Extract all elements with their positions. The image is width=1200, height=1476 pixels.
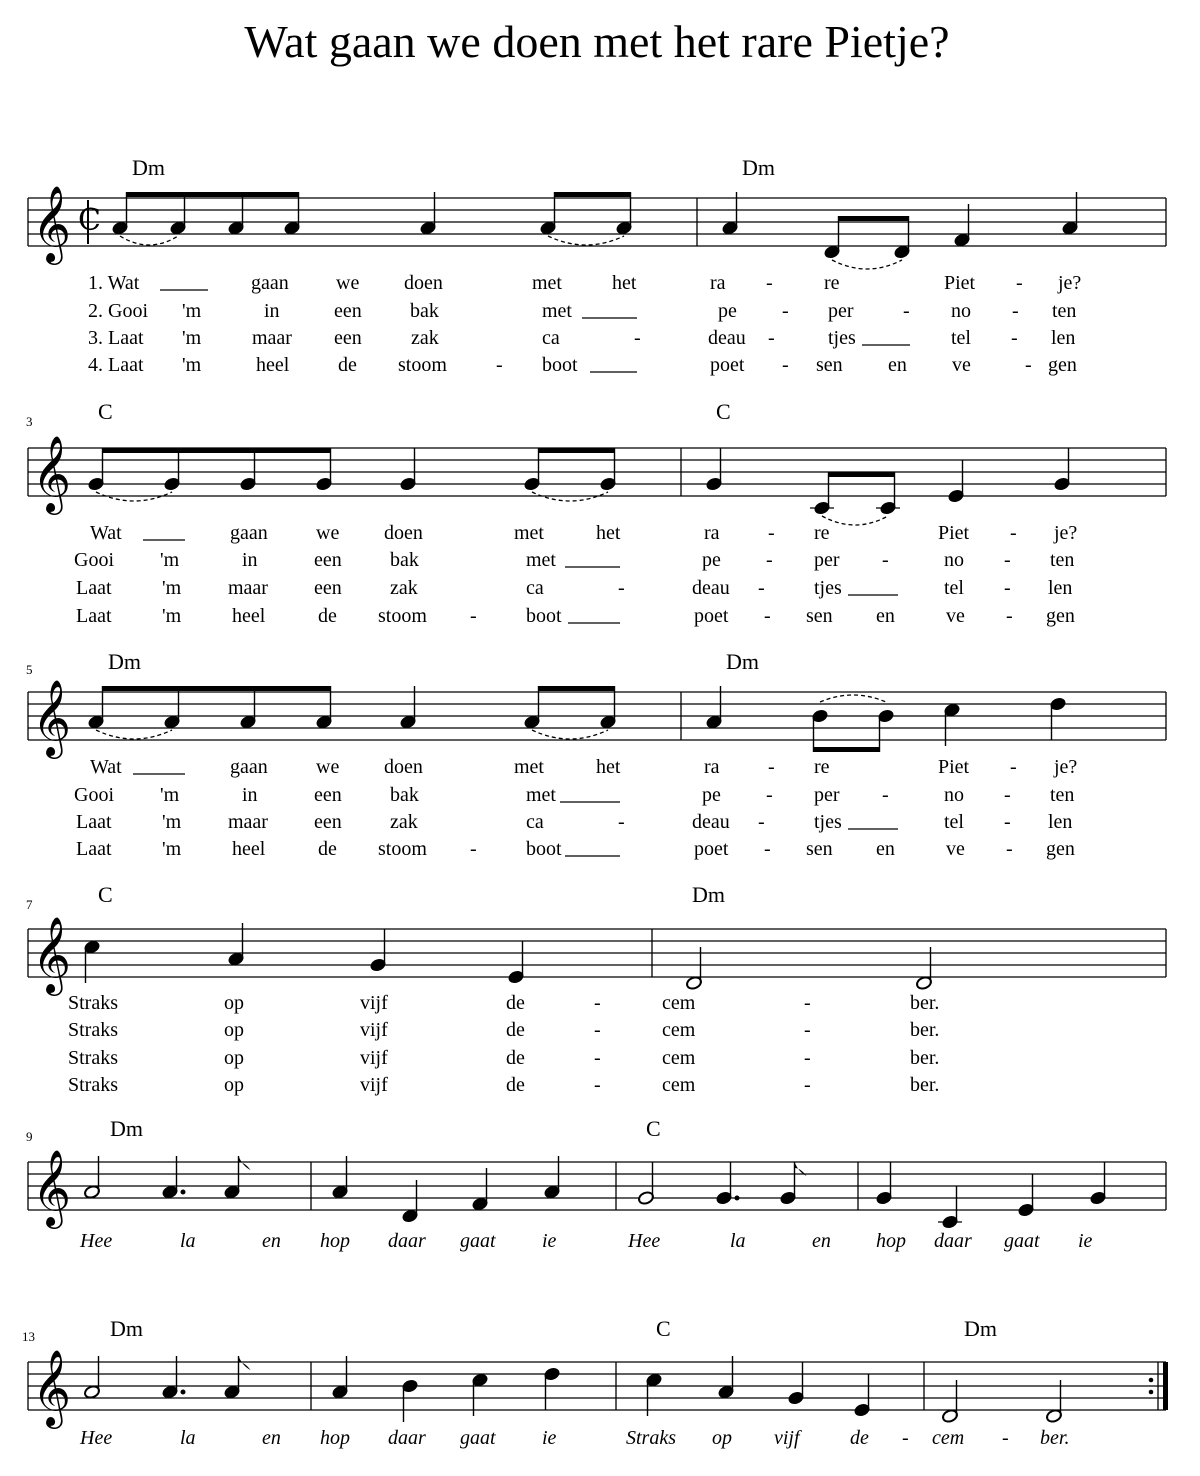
lyric-syllable: we <box>316 522 340 544</box>
lyric-syllable: met <box>526 549 556 571</box>
slur <box>820 695 886 702</box>
lyric-syllable: tel <box>944 811 964 833</box>
lyric-syllable: poet <box>710 354 745 376</box>
lyric-syllable: Hee <box>628 1230 661 1252</box>
lyric-syllable: op <box>224 1074 244 1096</box>
lyric-syllable: gaat <box>460 1427 496 1449</box>
lyric-syllable: - <box>1010 522 1017 544</box>
dot <box>181 1190 186 1195</box>
chord-symbol: C <box>716 399 731 424</box>
lyric-syllable: de <box>506 1074 525 1096</box>
measure-number: 9 <box>26 1129 33 1144</box>
lyric-syllable: - <box>764 605 771 627</box>
flag <box>239 1156 251 1170</box>
beam <box>539 448 615 453</box>
lyric-syllable: daar <box>388 1230 426 1252</box>
lyric-syllable: we <box>336 272 360 294</box>
lyric-syllable: en <box>888 354 907 376</box>
lyric-syllable: op <box>712 1427 732 1449</box>
lyric-syllable: in <box>242 784 258 806</box>
lyric-syllable: heel <box>256 354 290 376</box>
lyric-syllable: maar <box>228 811 268 833</box>
lyric-syllable: - <box>764 838 771 860</box>
lyric-syllable: - <box>766 784 773 806</box>
lyric-syllable: pe <box>718 300 737 322</box>
lyric-syllable: 4. Laat <box>88 354 144 376</box>
slur <box>832 260 902 269</box>
dot <box>735 1196 740 1201</box>
lyric-syllable: - <box>470 838 477 860</box>
lyric-syllable: Straks <box>68 1074 118 1096</box>
lyric-syllable: no <box>944 784 964 806</box>
lyric-syllable: op <box>224 1047 244 1069</box>
lyric-syllable: ve <box>952 354 971 376</box>
lyric-syllable: - <box>768 327 775 349</box>
lyric-syllable: ber. <box>910 992 940 1014</box>
lyric-syllable: - <box>882 784 889 806</box>
lyric-syllable: de <box>506 992 525 1014</box>
lyric-syllable: daar <box>934 1230 972 1252</box>
lyric-syllable: de <box>318 838 337 860</box>
lyric-syllable: met <box>542 300 572 322</box>
lyric-syllable: ie <box>542 1230 557 1252</box>
lyric-syllable: ve <box>946 838 965 860</box>
lyric-syllable: in <box>242 549 258 571</box>
lyric-syllable: 'm <box>182 300 202 322</box>
lyric-syllable: met <box>532 272 562 294</box>
lyric-syllable: gen <box>1046 838 1075 860</box>
lyric-syllable: hop <box>320 1230 350 1252</box>
lyric-syllable: - <box>903 300 910 322</box>
lyric-syllable: zak <box>411 327 439 349</box>
chord-symbol: Dm <box>132 155 165 180</box>
lyric-syllable: een <box>334 327 362 349</box>
lyric-syllable: 2. Gooi <box>88 300 148 322</box>
lyric-syllable: ber. <box>910 1019 940 1041</box>
lyric-syllable: 'm <box>182 327 202 349</box>
treble-clef-icon: 𝄞 <box>32 1149 72 1226</box>
lyric-syllable: Piet <box>938 756 970 778</box>
lyric-syllable: - <box>594 1047 601 1069</box>
lyric-syllable: re <box>814 522 830 544</box>
lyric-syllable: - <box>766 272 773 294</box>
beam <box>814 747 880 752</box>
lyric-syllable: ber. <box>910 1047 940 1069</box>
lyric-syllable: poet <box>694 838 729 860</box>
lyric-syllable: hop <box>320 1427 350 1449</box>
lyric-syllable: len <box>1048 577 1073 599</box>
lyric-syllable: - <box>804 1047 811 1069</box>
lyric-syllable: en <box>812 1230 831 1252</box>
lyric-syllable: gaat <box>1004 1230 1040 1252</box>
lyric-syllable: pe <box>702 549 721 571</box>
lyric-syllable: met <box>514 522 544 544</box>
lyric-syllable: 'm <box>162 577 182 599</box>
treble-clef-icon: 𝄞 <box>32 679 72 756</box>
lyric-syllable: Hee <box>80 1230 113 1252</box>
lyric-syllable: Piet <box>944 272 976 294</box>
lyric-syllable: een <box>314 549 342 571</box>
lyric-syllable: la <box>180 1427 196 1449</box>
lyric-syllable: Straks <box>626 1427 676 1449</box>
lyric-syllable: no <box>951 300 971 322</box>
lyric-syllable: poet <box>694 605 729 627</box>
measure-number: 5 <box>26 662 33 677</box>
lyric-syllable: - <box>1004 811 1011 833</box>
lyric-syllable: Wat <box>90 756 122 778</box>
lyric-syllable: 'm <box>162 605 182 627</box>
lyric-syllable: Straks <box>68 1019 118 1041</box>
beam <box>539 686 615 691</box>
lyric-syllable: je? <box>1058 272 1082 294</box>
staff-system-4 <box>28 923 1166 991</box>
treble-clef-icon: 𝄞 <box>32 1349 72 1426</box>
lyric-syllable: vijf <box>360 992 388 1014</box>
lyric-syllable: tjes <box>828 327 856 349</box>
lyric-syllable: - <box>634 327 641 349</box>
lyric-syllable: ten <box>1050 784 1075 806</box>
flag <box>239 1356 251 1370</box>
lyric-syllable: met <box>514 756 544 778</box>
lyric-syllable: het <box>596 756 621 778</box>
lyric-syllable: ber. <box>910 1074 940 1096</box>
lyric-syllable: cem <box>662 1047 696 1069</box>
lyric-syllable: Wat <box>90 522 122 544</box>
lyric-syllable: Laat <box>76 838 112 860</box>
lyric-syllable: Straks <box>68 992 118 1014</box>
lyric-syllable: de <box>318 605 337 627</box>
lyric-syllable: - <box>618 811 625 833</box>
lyric-syllable: stoom <box>378 838 427 860</box>
lyric-syllable: zak <box>390 811 418 833</box>
slur <box>120 236 178 245</box>
lyric-syllable: no <box>944 549 964 571</box>
lyric-syllable: gaat <box>460 1230 496 1252</box>
lyric-syllable: met <box>526 784 556 806</box>
lyric-syllable: - <box>1006 605 1013 627</box>
lyric-syllable: deau <box>692 577 730 599</box>
lyric-syllable: de <box>506 1047 525 1069</box>
lyric-syllable: - <box>1004 784 1011 806</box>
lyric-syllable: deau <box>692 811 730 833</box>
chord-symbol: C <box>98 399 113 424</box>
lyric-syllable: en <box>262 1427 281 1449</box>
lyric-syllable: hop <box>876 1230 906 1252</box>
beam <box>839 216 909 221</box>
beam <box>127 192 299 197</box>
lyric-syllable: cem <box>932 1427 965 1449</box>
beam <box>103 686 331 691</box>
lyric-syllable: per <box>828 300 854 322</box>
slur <box>532 730 608 739</box>
beam <box>103 448 331 453</box>
lyric-syllable: - <box>882 549 889 571</box>
lyric-syllable: Laat <box>76 811 112 833</box>
lyric-syllable: - <box>804 992 811 1014</box>
lyric-syllable: vijf <box>360 1019 388 1041</box>
lyric-syllable: ca <box>526 577 544 599</box>
lyric-syllable: - <box>1006 838 1013 860</box>
lyric-syllable: - <box>594 1019 601 1041</box>
measure-number: 7 <box>26 897 33 912</box>
lyric-syllable: maar <box>228 577 268 599</box>
lyric-syllable: ve <box>946 605 965 627</box>
lyric-syllable: - <box>594 1074 601 1096</box>
lyric-syllable: 1. Wat <box>88 272 140 294</box>
chord-symbol: C <box>98 882 113 907</box>
lyric-syllable: de <box>506 1019 525 1041</box>
lyric-syllable: per <box>814 784 840 806</box>
lyric-syllable: ra <box>704 522 720 544</box>
chord-symbol: Dm <box>726 649 759 674</box>
chord-symbol: C <box>656 1316 671 1341</box>
lyric-syllable: je? <box>1054 756 1078 778</box>
chord-symbol: Dm <box>110 1316 143 1341</box>
lyric-syllable: bak <box>390 784 419 806</box>
lyric-syllable: sen <box>816 354 843 376</box>
lyric-syllable: cem <box>662 992 696 1014</box>
lyric-syllable: stoom <box>378 605 427 627</box>
lyric-syllable: zak <box>390 577 418 599</box>
lyric-syllable: op <box>224 992 244 1014</box>
lyric-syllable: doen <box>404 272 443 294</box>
lyric-syllable: ten <box>1052 300 1077 322</box>
chord-symbol: Dm <box>108 649 141 674</box>
lyric-syllable: stoom <box>398 354 447 376</box>
cut-time-icon: C <box>78 203 101 238</box>
lyric-syllable: heel <box>232 605 266 627</box>
treble-clef-icon: 𝄞 <box>32 185 72 262</box>
lyric-syllable: tel <box>944 577 964 599</box>
slur <box>822 516 888 525</box>
lyric-syllable: - <box>496 354 503 376</box>
lyric-syllable: tel <box>951 327 971 349</box>
lyric-syllable: re <box>814 756 830 778</box>
lyric-syllable: ra <box>710 272 726 294</box>
final-barline <box>1163 1362 1168 1410</box>
lyric-syllable: 'm <box>160 549 180 571</box>
lyric-syllable: - <box>618 577 625 599</box>
lyric-syllable: we <box>316 756 340 778</box>
lyric-syllable: la <box>180 1230 196 1252</box>
lyric-syllable: gaan <box>251 272 289 294</box>
chord-symbol: Dm <box>742 155 775 180</box>
staff-system-6 <box>28 1356 1168 1424</box>
lyric-syllable: de <box>850 1427 869 1449</box>
page-title: Wat gaan we doen met het rare Pietje? <box>244 16 950 67</box>
lyric-syllable: - <box>1016 272 1023 294</box>
lyric-syllable: en <box>262 1230 281 1252</box>
lyric-syllable: tjes <box>814 577 842 599</box>
beam <box>829 472 895 477</box>
lyric-syllable: Laat <box>76 577 112 599</box>
lyric-syllable: een <box>314 577 342 599</box>
lyric-syllable: op <box>224 1019 244 1041</box>
lyric-syllable: Piet <box>938 522 970 544</box>
lyric-syllable: bak <box>410 300 439 322</box>
beam <box>555 192 631 197</box>
lyric-syllable: - <box>768 756 775 778</box>
lyric-syllable: - <box>594 992 601 1014</box>
lyric-syllable: maar <box>252 327 292 349</box>
lyric-syllable: 'm <box>162 838 182 860</box>
repeat-dot <box>1149 1378 1154 1383</box>
lyric-syllable: ca <box>542 327 560 349</box>
lyric-syllable: ra <box>704 756 720 778</box>
lyric-syllable: - <box>804 1074 811 1096</box>
lyric-syllable: Laat <box>76 605 112 627</box>
lyric-syllable: je? <box>1054 522 1078 544</box>
lyric-syllable: - <box>1010 756 1017 778</box>
lyric-syllable: - <box>1004 577 1011 599</box>
lyric-syllable: boot <box>526 605 562 627</box>
lyric-syllable: het <box>612 272 637 294</box>
dot <box>181 1390 186 1395</box>
staff-system-5 <box>28 1156 1166 1230</box>
lyric-syllable: Straks <box>68 1047 118 1069</box>
lyric-syllable: - <box>758 577 765 599</box>
chord-symbol: Dm <box>110 1116 143 1141</box>
lyric-syllable: ten <box>1050 549 1075 571</box>
treble-clef-icon: 𝄞 <box>32 916 72 993</box>
lyric-syllable: len <box>1051 327 1076 349</box>
lyric-syllable: 'm <box>162 811 182 833</box>
lyric-syllable: ie <box>1078 1230 1093 1252</box>
lyric-syllable: - <box>1011 327 1018 349</box>
slur <box>548 236 624 245</box>
lyric-syllable: en <box>876 605 895 627</box>
lyric-syllable: een <box>314 811 342 833</box>
lyric-syllable: gen <box>1048 354 1077 376</box>
lyric-syllable: pe <box>702 784 721 806</box>
lyric-syllable: cem <box>662 1074 696 1096</box>
lyric-syllable: - <box>470 605 477 627</box>
measure-number: 3 <box>26 414 33 429</box>
lyric-syllable: Gooi <box>74 784 114 806</box>
lyric-syllable: - <box>1002 1427 1009 1449</box>
lyric-syllable: cem <box>662 1019 696 1041</box>
lyric-syllable: doen <box>384 756 423 778</box>
lyric-syllable: Gooi <box>74 549 114 571</box>
lyric-syllable: daar <box>388 1427 426 1449</box>
lyric-syllable: ie <box>542 1427 557 1449</box>
lyric-syllable: - <box>804 1019 811 1041</box>
chord-symbol: C <box>646 1116 661 1141</box>
lyric-syllable: boot <box>542 354 578 376</box>
lyric-syllable: sen <box>806 605 833 627</box>
lyric-syllable: - <box>782 354 789 376</box>
lyric-syllable: gaan <box>230 522 268 544</box>
lyric-syllable: - <box>782 300 789 322</box>
lyric-syllable: sen <box>806 838 833 860</box>
treble-clef-icon: 𝄞 <box>32 435 72 512</box>
lyric-syllable: - <box>758 811 765 833</box>
chord-symbol: Dm <box>692 882 725 907</box>
lyric-syllable: gaan <box>230 756 268 778</box>
lyric-syllable: re <box>824 272 840 294</box>
lyric-syllable: doen <box>384 522 423 544</box>
lyric-syllable: vijf <box>360 1074 388 1096</box>
lyric-syllable: tjes <box>814 811 842 833</box>
lyric-syllable: bak <box>390 549 419 571</box>
lyric-syllable: len <box>1048 811 1073 833</box>
lyric-syllable: een <box>334 300 362 322</box>
measure-number: 13 <box>22 1329 35 1344</box>
lyric-syllable: vijf <box>360 1047 388 1069</box>
lyric-syllable: het <box>596 522 621 544</box>
lyric-syllable: - <box>1004 549 1011 571</box>
lyric-syllable: een <box>314 784 342 806</box>
lyric-syllable: ber. <box>1040 1427 1070 1449</box>
lyric-syllable: vijf <box>774 1427 800 1449</box>
lyric-syllable: boot <box>526 838 562 860</box>
lyric-syllable: Hee <box>80 1427 113 1449</box>
lyric-syllable: de <box>338 354 357 376</box>
lyric-syllable: la <box>730 1230 746 1252</box>
lyric-syllable: - <box>1025 354 1032 376</box>
lyric-syllable: ca <box>526 811 544 833</box>
chord-symbol: Dm <box>964 1316 997 1341</box>
lyric-syllable: 'm <box>160 784 180 806</box>
lyric-syllable: heel <box>232 838 266 860</box>
lyric-syllable: en <box>876 838 895 860</box>
repeat-dot <box>1149 1390 1154 1395</box>
lyric-syllable: - <box>768 522 775 544</box>
lyric-syllable: - <box>766 549 773 571</box>
lyric-syllable: - <box>1012 300 1019 322</box>
lyric-syllable: per <box>814 549 840 571</box>
lyric-syllable: - <box>902 1427 909 1449</box>
lyric-syllable: gen <box>1046 605 1075 627</box>
lyric-syllable: 3. Laat <box>88 327 144 349</box>
lyric-syllable: in <box>264 300 280 322</box>
lyric-syllable: deau <box>708 327 746 349</box>
lyric-syllable: 'm <box>182 354 202 376</box>
slur <box>96 730 172 739</box>
